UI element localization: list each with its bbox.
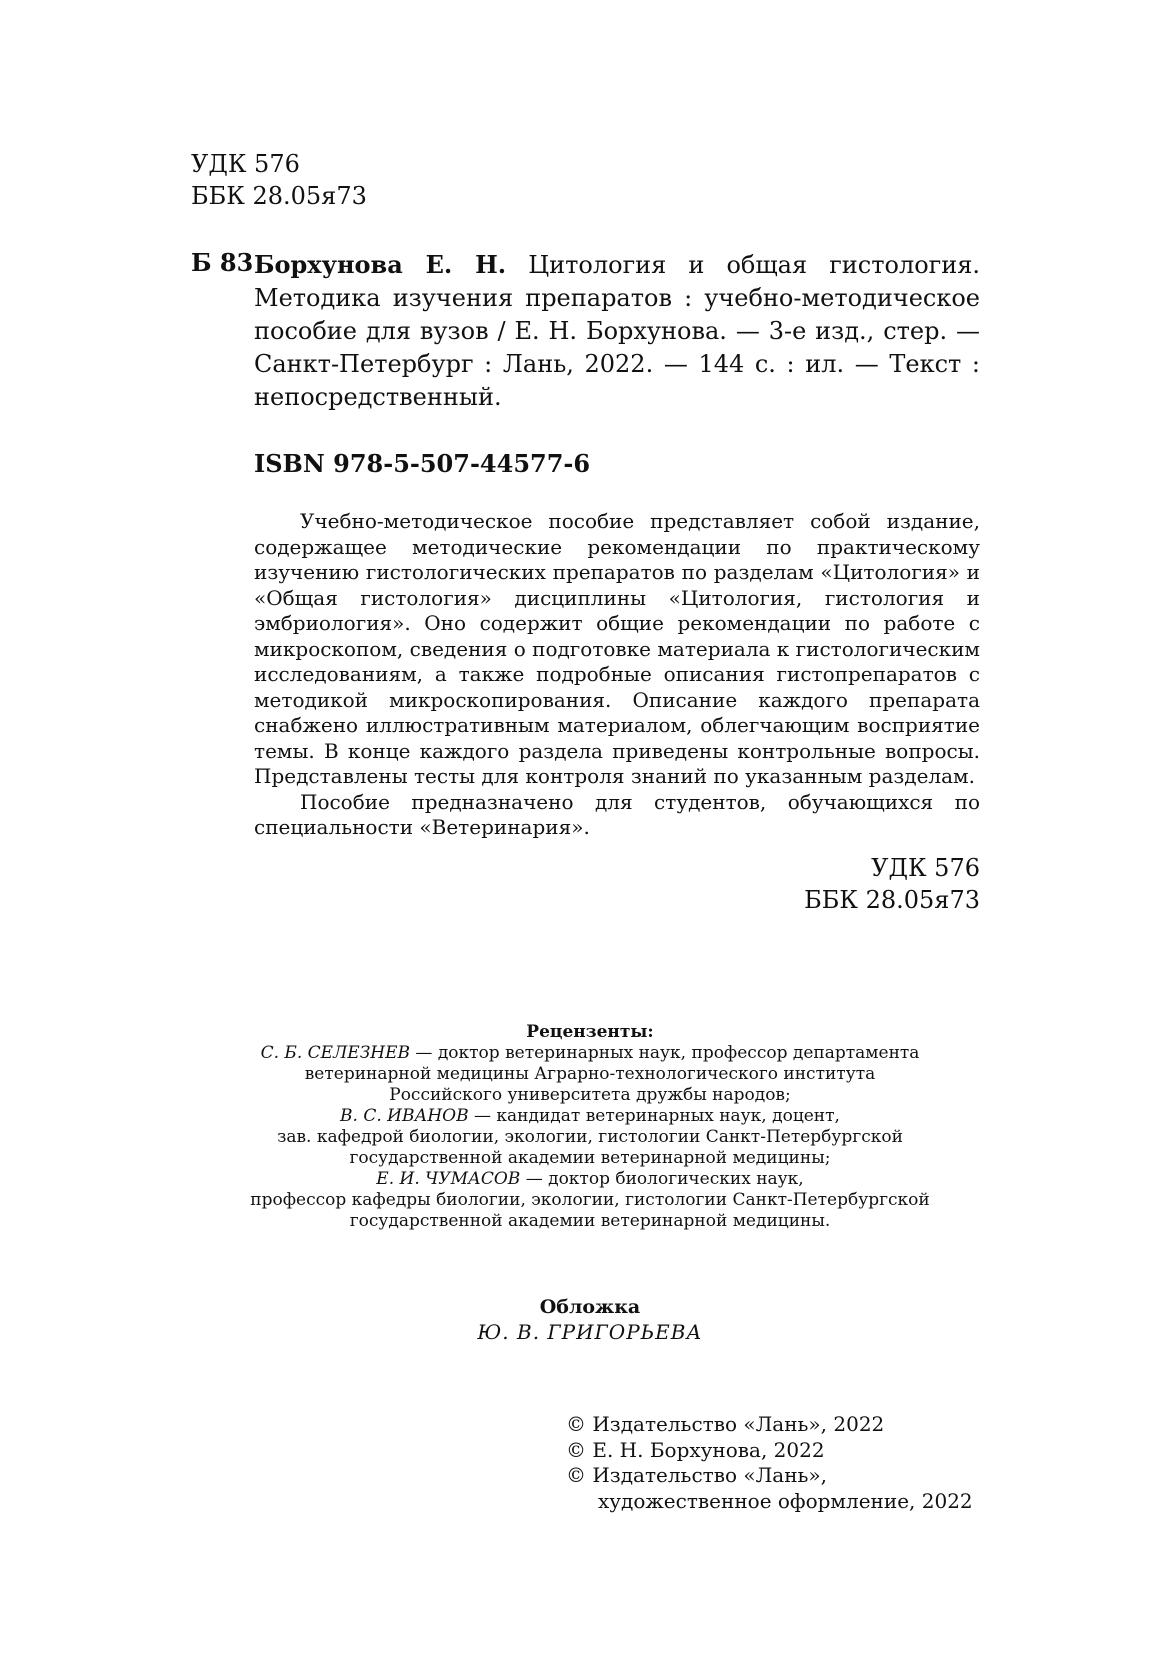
classification-top — [191, 148, 367, 212]
reviewer-affiliation: государственной академии ветеринарной медицины. — [349, 1211, 831, 1231]
reviewer-title: — доктор биологических наук, — [520, 1169, 804, 1189]
author-catalog-code: Б 83 — [191, 248, 254, 277]
reviewer-name: В. С. ИВАНОВ — [340, 1106, 469, 1126]
reviewer-name: С. Б. СЕЛЕЗНЕВ — [260, 1043, 411, 1063]
reviewer-title: — доктор ветеринарных наук, профессор департамента — [410, 1043, 920, 1063]
udk-code: УДК 576 — [191, 150, 300, 178]
cover-designer-name: Ю. В. ГРИГОРЬЕВА — [477, 1320, 703, 1344]
copyright-notice — [566, 1412, 986, 1514]
abstract — [254, 509, 980, 841]
bibliographic-text: Цитология и общая гистология. Методика изучения препаратов : учебно-методическое пособие для вузов / Е. Н. Борхунова. — 3-е изд., стер. — Санкт-Петербург : Лань, 2022. — 144 с. : ил. — Текст : непосредственный. — [254, 251, 980, 411]
reviewer-title: — кандидат ветеринарных наук, доцент, — [468, 1106, 840, 1126]
reviewer-affiliation: зав. кафедрой биологии, экологии, гистологии Санкт-Петербургской — [277, 1127, 903, 1147]
reviewers-label: Рецензенты: — [526, 1022, 654, 1042]
bbk-code: ББК 28.05я73 — [191, 182, 367, 210]
reviewer-affiliation: профессор кафедры биологии, экологии, гистологии Санкт-Петербургской — [250, 1190, 930, 1210]
cover-label: Обложка — [539, 1296, 641, 1318]
isbn: ISBN 978-5-507-44577-6 — [254, 449, 591, 478]
author-name: Борхунова Е. Н. — [254, 250, 507, 279]
abstract-paragraph: Пособие предназначено для студентов, обучающихся по специальности «Ветеринария». — [254, 789, 980, 839]
copyright-line: © Издательство «Лань», — [566, 1463, 828, 1487]
reviewer-name: Е. И. ЧУМАСОВ — [376, 1169, 521, 1189]
reviewers-section — [200, 1022, 980, 1232]
reviewer-affiliation: государственной академии ветеринарной медицины; — [349, 1148, 831, 1168]
bibliographic-record — [254, 248, 980, 414]
classification-bottom — [700, 852, 980, 916]
reviewer-affiliation: ветеринарной медицины Аграрно-технологического института — [304, 1064, 876, 1084]
reviewer-entry — [200, 1043, 980, 1106]
abstract-paragraph: Учебно-методическое пособие представляет собой издание, содержащее методические рекомендации по практическому изучению гистологических препаратов по разделам «Цитология» и «Общая гистология» дисциплины «Цитология, гистология и эмбриология». Оно содержит общие рекомендации по работе с микроскопом, сведения о подготовке материала к гистологическим исследованиям, а также подробные описания гистопрепаратов с методикой микроскопирования. Описание каждого препарата снабжено иллюстративным материалом, облегчающим восприятие темы. В конце каждого раздела приведены контрольные вопросы. Представлены тесты для контроля знаний по указанным разделам. — [254, 509, 980, 788]
cover-credit — [200, 1295, 980, 1345]
bbk-code: ББК 28.05я73 — [804, 886, 980, 914]
reviewer-affiliation: Российского университета дружбы народов; — [389, 1085, 791, 1105]
udk-code: УДК 576 — [871, 854, 980, 882]
copyright-line: © Издательство «Лань», 2022 — [566, 1412, 885, 1436]
reviewer-entry — [200, 1106, 980, 1169]
reviewer-entry — [200, 1169, 980, 1232]
copyright-line: © Е. Н. Борхунова, 2022 — [566, 1437, 825, 1462]
copyright-line: художественное оформление, 2022 — [598, 1488, 973, 1513]
